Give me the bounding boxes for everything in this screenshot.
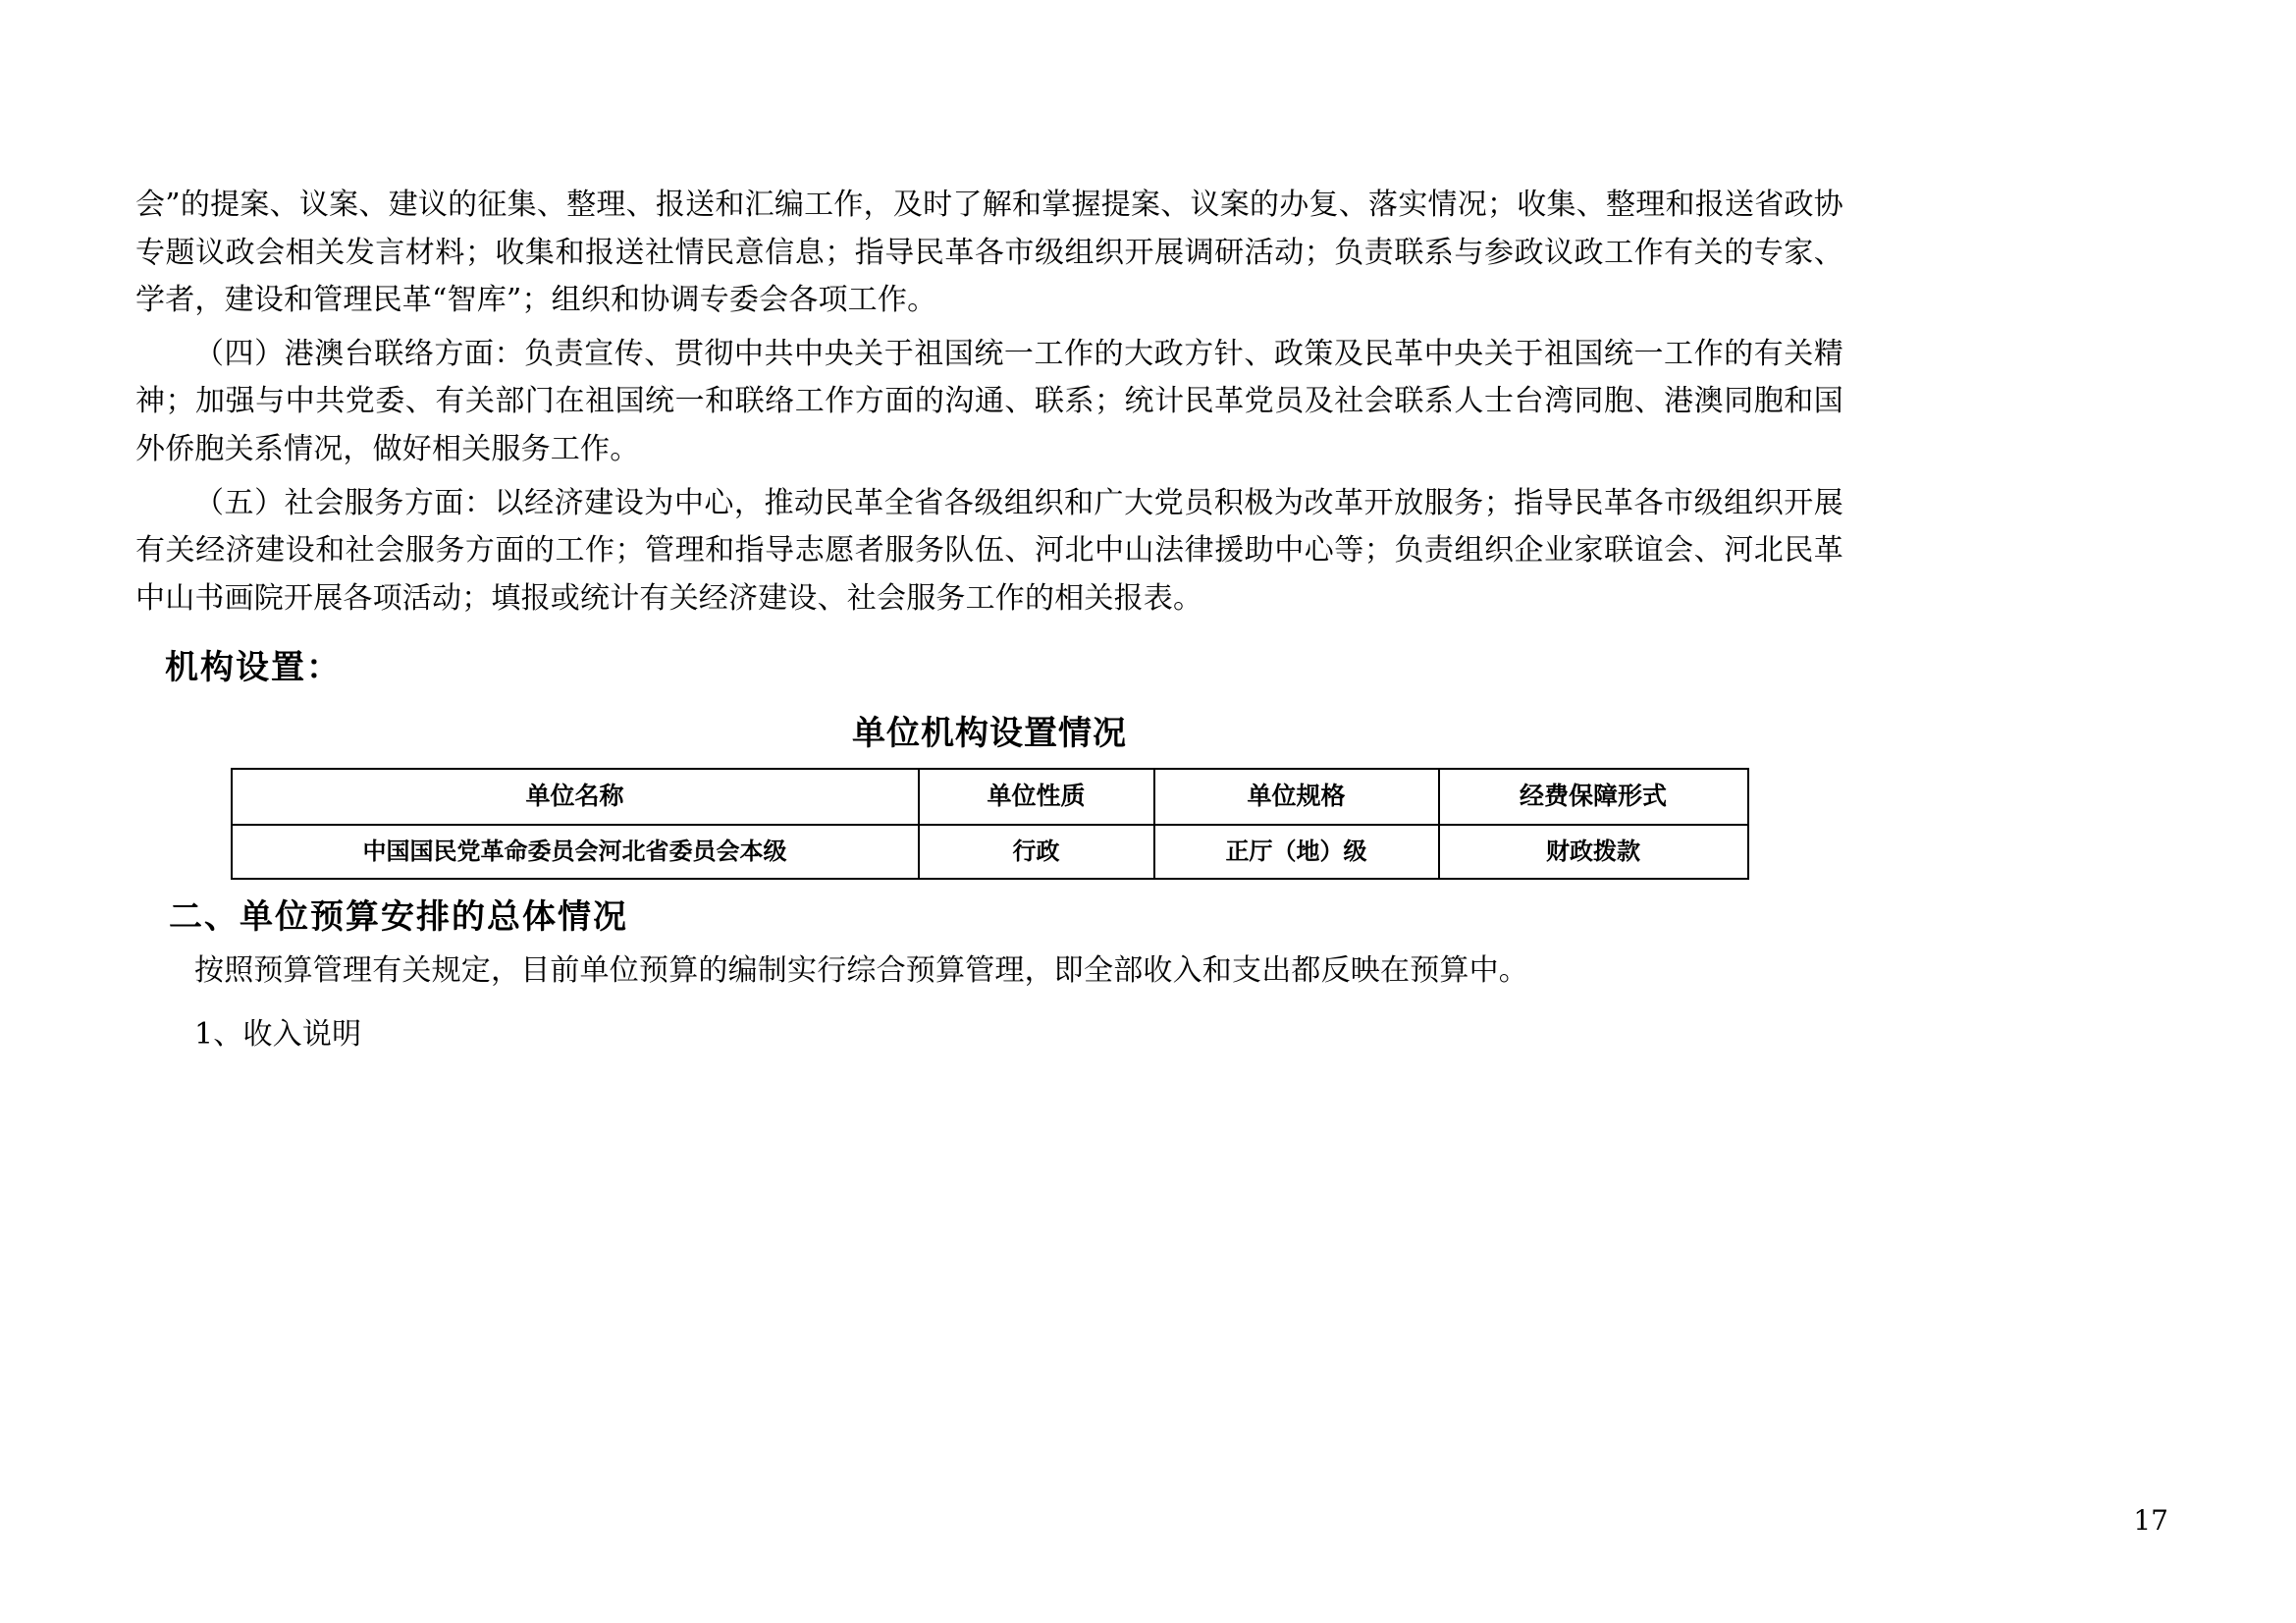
table-row xyxy=(232,825,1748,879)
section-two-paragraph: 按照预算管理有关规定，目前单位预算的编制实行综合预算管理，即全部收入和支出都反映在预算中。 xyxy=(194,953,1528,989)
table-cell-funding-form: 财政拨款 xyxy=(1439,825,1748,879)
table-header-row xyxy=(232,769,1748,825)
section-two-heading: 二、单位预算安排的总体情况 xyxy=(169,897,628,938)
org-structure-table xyxy=(231,768,1749,880)
paragraph-spacer xyxy=(135,1001,1843,1011)
paragraph-section-five: （五）社会服务方面：以经济建设为中心，推动民革全省各级组织和广大党员积极为改革开放服务；指导民革各市级组织开展有关经济建设和社会服务方面的工作；管理和指导志愿者服务队伍、河北中山法律援助中心等；负责组织企业家联谊会、河北民革中山书画院开展各项活动；填报或统计有关经济建设、社会服务工作的相关报表。 xyxy=(135,485,1843,616)
table-header-cell: 单位规格 xyxy=(1154,769,1439,825)
paragraph-section-four: （四）港澳台联络方面：负责宣传、贯彻中共中央关于祖国统一工作的大政方针、政策及民革中央关于祖国统一工作的有关精神；加强与中共党委、有关部门在祖国统一和联络工作方面的沟通、联系；统计民革党员及社会联系人士台湾同胞、港澳同胞和国外侨胞关系情况，做好相关服务工作。 xyxy=(135,336,1843,466)
page-number: 17 xyxy=(2133,1504,2168,1537)
income-note-heading: 1、收入说明 xyxy=(194,1016,362,1052)
table-title: 单位机构设置情况 xyxy=(852,714,1127,754)
org-setup-heading: 机构设置： xyxy=(165,648,342,688)
page-content xyxy=(135,182,1843,1064)
table-header-cell: 单位性质 xyxy=(919,769,1154,825)
table-cell-unit-level: 正厅（地）级 xyxy=(1154,825,1439,879)
table-cell-unit-nature: 行政 xyxy=(919,825,1154,879)
table-header-cell: 单位名称 xyxy=(232,769,919,825)
table-cell-unit-name: 中国国民党革命委员会河北省委员会本级 xyxy=(232,825,919,879)
table-header-cell: 经费保障形式 xyxy=(1439,769,1748,825)
paragraph-continued: 会”的提案、议案、建议的征集、整理、报送和汇编工作，及时了解和掌握提案、议案的办复、落实情况；收集、整理和报送省政协专题议政会相关发言材料；收集和报送社情民意信息；指导民革各市级组织开展调研活动；负责联系与参政议政工作有关的专家、学者，建设和管理民革“智库”；组织和协调专委会各项工作。 xyxy=(135,188,1843,318)
